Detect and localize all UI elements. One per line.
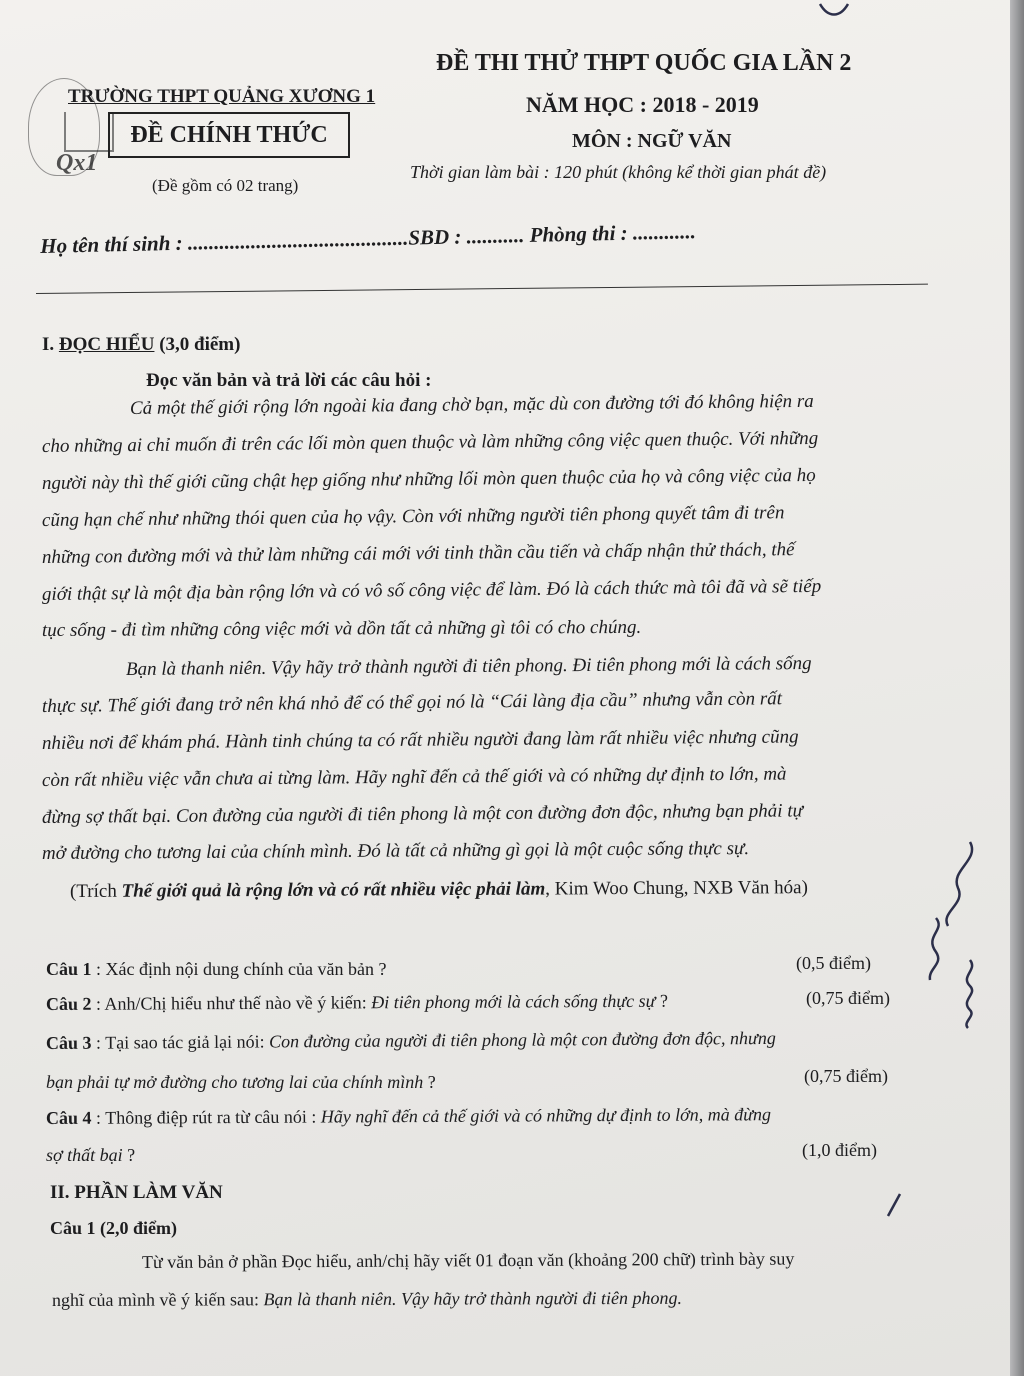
writing-heading: II. PHẦN LÀM VĂN (50, 1182, 223, 1203)
passage-line: người này thì thế giới cũng chật hẹp giống như những lối mòn quen thuộc của họ và công việc của họ (41, 464, 816, 494)
candidate-info-line: Họ tên thí sinh : ..........................................SBD : ........... Phòng thi : ............ (40, 219, 697, 258)
passage-line: Bạn là thanh niên. Vậy hãy trở thành người đi tiên phong. Đi tiên phong mới là cách sống (125, 653, 812, 680)
exam-title: ĐỀ THI THỬ THPT QUỐC GIA LẦN 2 (436, 50, 852, 76)
page-edge (1010, 0, 1024, 1376)
handwritten-marks (910, 830, 990, 1030)
question-3-points: (0,75 điểm) (804, 1066, 888, 1086)
passage-line: cũng hạn chế như những thói quen của họ vậy. Còn với những người tiên phong quyết tâm đi trên (41, 502, 785, 531)
passage-line: mở đường cho tương lai của chính mình. Đó là tất cả những gì gọi là một cuộc sống thực sự. (41, 838, 750, 864)
time-limit: Thời gian làm bài : 120 phút (không kể thời gian phát đề) (410, 162, 827, 182)
reading-heading: I. ĐỌC HIỂU (3,0 điểm) (42, 334, 241, 355)
header-divider (36, 284, 928, 294)
passage-line: đừng sợ thất bại. Con đường của người đi tiên phong là một con đường đơn độc, nhưng bạn phải tự (41, 800, 804, 828)
passage-line: giới thật sự là một địa bàn rộng lớn và có vô số công việc để làm. Đó là cách thức mà tôi đã và sẽ tiếp (41, 575, 822, 605)
question-4-cont: sợ thất bại ? (46, 1145, 136, 1165)
passage-line: nhiều nơi để khám phá. Hành tinh chúng ta có rất nhiều người đang làm rất nhiều việc nhưng cũng (41, 726, 799, 754)
passage-line: tục sống - đi tìm những công việc mới và dồn tất cả những gì tôi có cho chúng. (41, 616, 642, 641)
question-1: Câu 1 : Xác định nội dung chính của văn bản ? (46, 959, 387, 979)
official-label: ĐỀ CHÍNH THỨC (108, 112, 350, 158)
handwritten-top-mark (810, 0, 870, 24)
passage-line: cho những ai chỉ muốn đi trên các lối mòn quen thuộc và làm những công việc quen thuộc. Với những (41, 427, 819, 457)
question-3-cont: bạn phải tự mở đường cho tương lai của chính mình ? (46, 1072, 436, 1092)
passage-line: còn rất nhiều việc vẫn chưa ai từng làm. Hãy nghĩ đến cả thế giới và có những dự định to lớn, mà (41, 763, 787, 791)
question-3: Câu 3 : Tại sao tác giả lại nói: Con đường của người đi tiên phong là một con đường đơn độc, nhưng (45, 1027, 776, 1053)
passage-line: những con đường mới và thử làm những cái mới với tinh thần cầu tiến và chấp nhận thử thách, thế (41, 539, 795, 568)
reading-instruction: Đọc văn bản và trả lời các câu hỏi : (146, 370, 432, 391)
writing-q1-line: Từ văn bản ở phần Đọc hiểu, anh/chị hãy viết 01 đoạn văn (khoảng 200 chữ) trình bày suy (141, 1248, 795, 1272)
writing-q1-label: Câu 1 (2,0 điểm) (50, 1218, 177, 1238)
question-4: Câu 4 : Thông điệp rút ra từ câu nói : Hãy nghĩ đến cả thế giới và có những dự định to lớn, mà đừng (45, 1104, 772, 1128)
pages-note: (Đề gồm có 02 trang) (152, 176, 299, 195)
passage-line: thực sự. Thế giới đang trở nên khá nhỏ để có thể gọi nó là “Cái làng địa cầu” nhưng vẫn còn rất (41, 688, 783, 717)
citation: (Trích Thế giới quả là rộng lớn và có rất nhiều việc phải làm, Kim Woo Chung, NXB Văn hóa) (69, 877, 808, 902)
question-2: Câu 2 : Anh/Chị hiểu như thế nào về ý kiến: Đi tiên phong mới là cách sống thực sự ? (45, 990, 669, 1014)
question-2-points: (0,75 điểm) (806, 988, 890, 1008)
question-1-points: (0,5 điểm) (796, 953, 871, 973)
passage-line: Cả một thế giới rộng lớn ngoài kia đang chờ bạn, mặc dù con đường tới đó không hiện ra (129, 390, 814, 419)
handwritten-tick (880, 1190, 910, 1220)
question-4-points: (1,0 điểm) (802, 1140, 877, 1160)
subject: MÔN : NGỮ VĂN (572, 130, 732, 152)
writing-q1-line: nghĩ của mình về ý kiến sau: Bạn là thanh niên. Vậy hãy trở thành người đi tiên phong. (51, 1287, 682, 1310)
stamp-emblem (64, 112, 114, 152)
stamp-text: Qx1 (56, 150, 98, 176)
school-year: NĂM HỌC : 2018 - 2019 (526, 92, 759, 117)
school-name: TRƯỜNG THPT QUẢNG XƯƠNG 1 (68, 86, 376, 107)
